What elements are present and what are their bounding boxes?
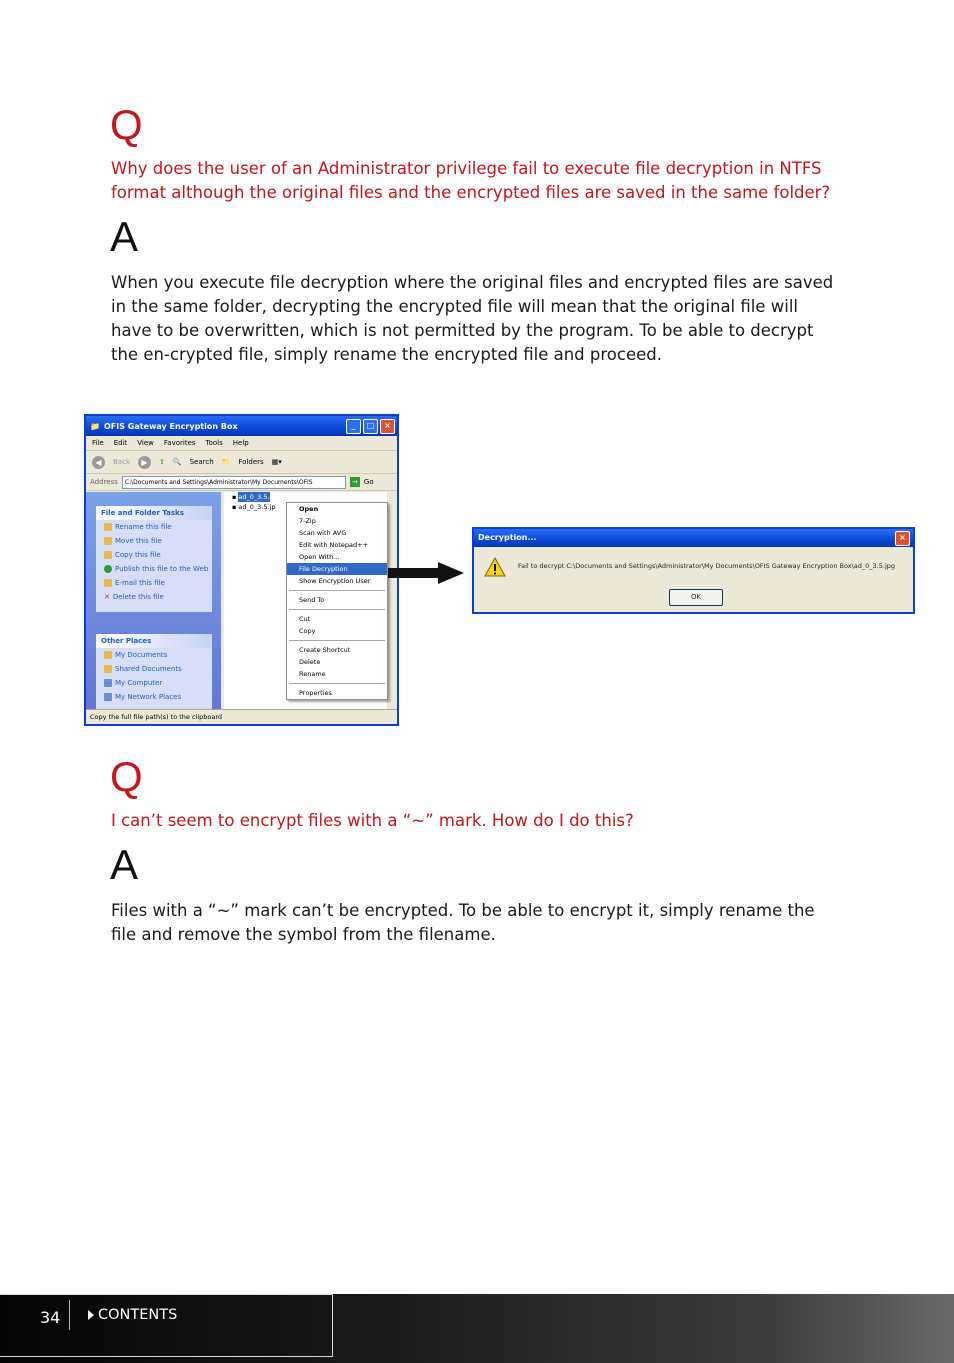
go-arrow-icon: → — [350, 477, 360, 487]
ctx-file-decryption: File Decryption — [287, 563, 387, 575]
ctx-properties: Properties — [299, 689, 332, 697]
back-label: Back — [113, 458, 130, 466]
ctx-cut: Cut — [299, 615, 311, 623]
ctx-rename: Rename — [299, 670, 326, 678]
folder-icon — [104, 665, 112, 673]
answer-1-text: When you execute file decryption where the original files and encrypted files are saved in the same folder, decrypting the encrypted file will mean that the original file will have to be overwritten, which is not permitted by the program. To be able to decrypt the en-crypted file, simply rename the encrypted file and proceed. — [111, 273, 834, 364]
ctx-create-shortcut: Create Shortcut — [299, 646, 351, 654]
other-places-title: Other Places — [96, 634, 212, 648]
search-icon: 🔍 — [172, 458, 182, 466]
question-1-text: Why does the user of an Administrator privilege fail to execute file decryption in NTFS format although the original files and the encrypted files are saved in the same folder? — [111, 159, 831, 202]
ctx-edit-notepad: Edit with Notepad++ — [299, 541, 369, 549]
task-rename: Rename this file — [96, 520, 212, 534]
ctx-separator — [289, 640, 385, 641]
question-2-text: I can’t seem to encrypt files with a “~” mark. How do I do this? — [111, 811, 634, 830]
footer-divider — [69, 1300, 70, 1330]
explorer-title-bar — [86, 416, 397, 436]
file-folder-tasks-panel — [96, 506, 212, 612]
delete-icon: ✕ — [104, 593, 110, 601]
warning-icon — [484, 557, 506, 577]
folders-label: Folders — [238, 458, 264, 466]
ctx-scan-avg: Scan with AVG — [299, 529, 347, 537]
address-bar — [86, 474, 397, 491]
file-folder-tasks-title: File and Folder Tasks — [96, 506, 212, 520]
task-publish: Publish this file to the Web — [96, 562, 212, 576]
search-label: Search — [189, 458, 214, 466]
minimize-icon: _ — [346, 419, 361, 434]
ctx-separator — [289, 590, 385, 591]
computer-icon — [104, 679, 112, 687]
ok-button: OK — [669, 589, 723, 606]
task-pane — [86, 492, 221, 710]
task-move: Move this file — [96, 534, 212, 548]
ctx-copy: Copy — [299, 627, 316, 635]
folder-icon: 📁 — [90, 421, 100, 431]
menu-file: File — [92, 439, 104, 447]
answer-2-text: Files with a “~” mark can’t be encrypted. To be able to encrypt it, simply rename the file and remove the symbol from the filename. — [111, 901, 815, 944]
task-copy: Copy this file — [96, 548, 212, 562]
rename-icon — [104, 523, 112, 531]
folders-icon: 📁 — [221, 458, 231, 466]
maximize-icon: □ — [363, 419, 378, 434]
file-item: ▪ ad_0_3.5.jp — [232, 503, 276, 511]
explorer-menu-bar — [86, 436, 397, 451]
menu-help: Help — [232, 439, 249, 447]
place-network: My Network Places — [96, 690, 212, 704]
forward-icon: ▶ — [138, 456, 151, 469]
contents-label: CONTENTS — [98, 1307, 178, 1323]
explorer-window-screenshot — [84, 414, 399, 726]
ctx-separator — [289, 609, 385, 610]
menu-favorites: Favorites — [163, 439, 196, 447]
dialog-title-bar — [474, 529, 913, 547]
ctx-delete: Delete — [299, 658, 321, 666]
page-footer — [0, 1294, 954, 1363]
globe-icon — [104, 565, 112, 573]
menu-edit: Edit — [113, 439, 128, 447]
views-icon: ▦▾ — [271, 458, 282, 466]
task-email: E-mail this file — [96, 576, 212, 590]
close-icon: × — [380, 419, 395, 434]
status-bar: Copy the full file path(s) to the clipboard — [86, 709, 397, 724]
move-icon — [104, 537, 112, 545]
answer-marker-2: A — [110, 841, 139, 888]
ctx-separator — [289, 683, 385, 684]
back-icon: ◀ — [92, 456, 105, 469]
menu-view: View — [137, 439, 154, 447]
ctx-show-encryption-user: Show Encryption User — [299, 577, 371, 585]
question-marker-2: Q — [110, 753, 143, 800]
file-item: ▪ ad_0_3.5. — [232, 493, 270, 501]
explorer-toolbar — [86, 451, 397, 474]
page-number: 34 — [40, 1308, 61, 1327]
other-places-panel — [96, 634, 212, 710]
place-my-computer: My Computer — [96, 676, 212, 690]
answer-marker-1: A — [110, 213, 139, 260]
place-shared-documents: Shared Documents — [96, 662, 212, 676]
file-icon: ▪ — [232, 493, 237, 501]
arrow-right-icon — [388, 562, 466, 584]
close-icon: × — [895, 531, 910, 546]
folder-icon — [104, 651, 112, 659]
contents-link[interactable] — [88, 1307, 177, 1323]
go-label: Go — [363, 478, 374, 486]
address-label: Address — [90, 478, 118, 486]
triangle-right-icon — [88, 1310, 94, 1320]
menu-tools: Tools — [205, 439, 223, 447]
explorer-title: OFIS Gateway Encryption Box — [103, 421, 238, 431]
email-icon — [104, 579, 112, 587]
file-icon: ▪ — [232, 503, 237, 511]
task-delete: ✕ Delete this file — [96, 590, 212, 604]
ctx-open-with: Open With... — [299, 553, 340, 561]
decryption-error-dialog — [472, 527, 915, 614]
copy-icon — [104, 551, 112, 559]
question-marker-1: Q — [110, 101, 143, 148]
context-menu — [286, 502, 388, 700]
ctx-7zip: 7-Zip — [299, 517, 316, 525]
place-my-documents: My Documents — [96, 648, 212, 662]
up-folder-icon: ⇧ — [159, 458, 165, 466]
dialog-message: Fail to decrypt C:\Documents and Settings\Administrator\My Documents\OFIS Gateway Encryption Box\ad_0_3.5.jpg — [518, 562, 895, 570]
ctx-open: Open — [299, 505, 319, 513]
address-field: C:\Documents and Settings\Administrator\My Documents\OFIS — [122, 476, 346, 489]
network-icon — [104, 693, 112, 701]
dialog-title: Decryption... — [478, 533, 537, 542]
ctx-send-to: Send To — [299, 596, 325, 604]
